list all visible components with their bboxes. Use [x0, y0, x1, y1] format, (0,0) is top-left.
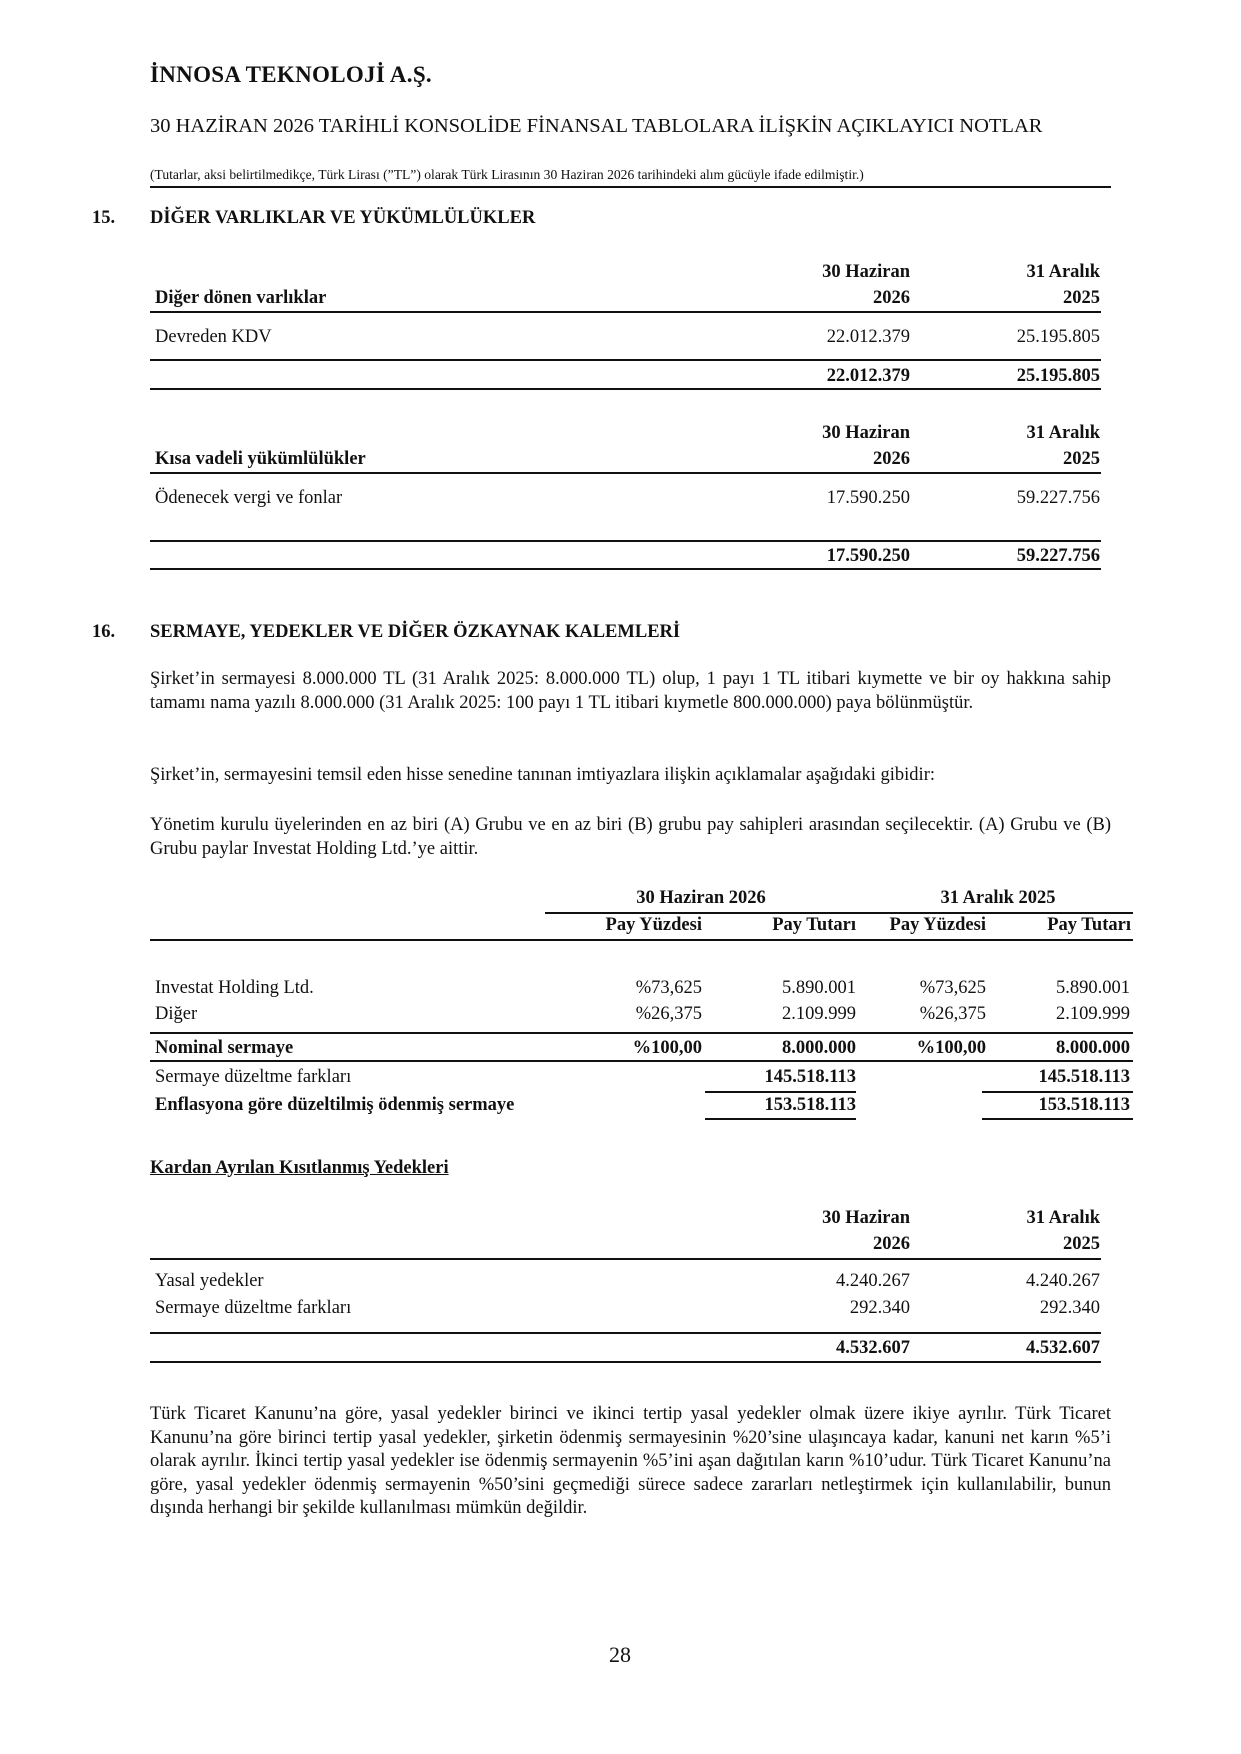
share-amount-2026: 145.518.113 — [764, 1067, 856, 1087]
row-value-2025: 59.227.756 — [1016, 488, 1100, 508]
period-header-2026: 30 Haziran 2026 — [636, 888, 766, 908]
header-divider — [150, 186, 1111, 188]
total-2025: 25.195.805 — [1016, 366, 1100, 386]
divider — [150, 1361, 1101, 1363]
col-header-2025: 31 Aralık — [1026, 262, 1100, 282]
share-amount-2025: 153.518.113 — [1038, 1095, 1130, 1115]
divider — [982, 1091, 1133, 1093]
share-pct-2026: %100,00 — [632, 1038, 702, 1058]
share-amount-2026: 8.000.000 — [782, 1038, 856, 1058]
share-amount-2026: 2.109.999 — [782, 1004, 856, 1024]
divider — [150, 540, 1101, 542]
share-pct-2026: %73,625 — [635, 978, 702, 998]
total-2026: 4.532.607 — [836, 1338, 910, 1358]
total-2026: 17.590.250 — [826, 546, 910, 566]
row-value-2025: 292.340 — [1039, 1298, 1100, 1318]
col-header-2026-year: 2026 — [873, 288, 910, 308]
share-pct-2026: %26,375 — [635, 1004, 702, 1024]
page-number: 28 — [609, 1642, 631, 1667]
section-16-title: SERMAYE, YEDEKLER VE DİĞER ÖZKAYNAK KALEMLERİ — [150, 622, 681, 642]
share-amount-2025: 8.000.000 — [1056, 1038, 1130, 1058]
total-2025: 4.532.607 — [1026, 1338, 1100, 1358]
row-label: Sermaye düzeltme farkları — [155, 1298, 352, 1318]
total-2025: 59.227.756 — [1016, 546, 1100, 566]
row-label: Yasal yedekler — [155, 1271, 264, 1291]
row-value-2026: 4.240.267 — [836, 1271, 910, 1291]
share-pct-2025: %26,375 — [919, 1004, 986, 1024]
row-value-2026: 22.012.379 — [826, 327, 910, 347]
row-label: Investat Holding Ltd. — [155, 978, 314, 998]
col-header-share-pct: Pay Yüzdesi — [889, 915, 986, 935]
col-header-2026: 30 Haziran — [822, 262, 910, 282]
col-header-2025: 31 Aralık — [1026, 423, 1100, 443]
share-amount-2025: 2.109.999 — [1056, 1004, 1130, 1024]
row-label: Enflasyona göre düzeltilmiş ödenmiş sermaye — [155, 1095, 515, 1115]
col-header-2026-year: 2026 — [873, 1234, 910, 1254]
col-header-2025: 31 Aralık — [1026, 1208, 1100, 1228]
row-value-2026: 17.590.250 — [826, 488, 910, 508]
divider — [150, 939, 1133, 941]
row-label: Devreden KDV — [155, 327, 272, 347]
share-pct-2025: %73,625 — [919, 978, 986, 998]
company-name: İNNOSA TEKNOLOJİ A.Ş. — [150, 62, 432, 87]
col-header-2025-year: 2025 — [1063, 1234, 1100, 1254]
divider — [150, 311, 1101, 313]
divider — [150, 1060, 1133, 1062]
divider — [150, 1032, 1133, 1034]
paragraph: Türk Ticaret Kanunu’na göre, yasal yedekler birinci ve ikinci tertip yasal yedekler olmak üzere ikiye ayrılır. Türk Ticaret Kanunu’na göre birinci tertip yasal yedekler, şirketin ödenmiş sermayesinin %20’sine ulaşıncaya kadar, kanuni net karın %5’i olarak ayrılır. İkinci tertip yasal yedekler ise ödenmiş sermayenin %5’ini aşan dağıtılan karın %10’udur. Türk Ticaret Kanunu’na göre, yasal yedekler ödenmiş sermayenin %50’sini geçmediği sürece sadece zararları netleştirmek için kullanılabilir, bunun dışında herhangi bir şekilde kullanılması mümkün değildir. — [150, 1404, 1111, 1518]
section-15-title: DİĞER VARLIKLAR VE YÜKÜMLÜLÜKLER — [150, 208, 536, 228]
col-header-share-amount: Pay Tutarı — [772, 915, 856, 935]
row-label: Nominal sermaye — [155, 1038, 294, 1058]
divider — [150, 568, 1101, 570]
row-value-2025: 4.240.267 — [1026, 1271, 1100, 1291]
col-header-2025-year: 2025 — [1063, 288, 1100, 308]
section-16-number: 16. — [92, 622, 116, 642]
divider — [982, 1118, 1133, 1120]
share-pct-2025: %100,00 — [916, 1038, 986, 1058]
col-header-share-amount: Pay Tutarı — [1047, 915, 1131, 935]
row-value-2025: 25.195.805 — [1016, 327, 1100, 347]
total-2026: 22.012.379 — [826, 366, 910, 386]
table-label: Kısa vadeli yükümlülükler — [155, 449, 366, 469]
row-label: Ödenecek vergi ve fonlar — [155, 488, 343, 508]
divider — [150, 388, 1101, 390]
divider — [705, 1091, 856, 1093]
share-amount-2026: 5.890.001 — [782, 978, 856, 998]
share-amount-2026: 153.518.113 — [764, 1095, 856, 1115]
col-header-2026-year: 2026 — [873, 449, 910, 469]
paragraph: Şirket’in, sermayesini temsil eden hisse senedine tanınan imtiyazlara ilişkin açıklamalar aşağıdaki gibidir: — [150, 765, 935, 785]
divider — [705, 1118, 856, 1120]
col-header-2025-year: 2025 — [1063, 449, 1100, 469]
document-subtitle: 30 HAZİRAN 2026 TARİHLİ KONSOLİDE FİNANSAL TABLOLARA İLİŞKİN AÇIKLAYICI NOTLAR — [150, 115, 1043, 137]
col-header-2026: 30 Haziran — [822, 423, 910, 443]
table-label: Diğer dönen varlıklar — [155, 288, 327, 308]
row-value-2026: 292.340 — [849, 1298, 910, 1318]
divider — [150, 472, 1101, 474]
row-label: Sermaye düzeltme farkları — [155, 1067, 352, 1087]
section-15-number: 15. — [92, 208, 116, 228]
share-amount-2025: 5.890.001 — [1056, 978, 1130, 998]
divider — [150, 359, 1101, 361]
col-header-share-pct: Pay Yüzdesi — [605, 915, 702, 935]
reserves-title: Kardan Ayrılan Kısıtlanmış Yedekleri — [150, 1158, 449, 1178]
divider — [150, 1258, 1101, 1260]
paragraph: Yönetim kurulu üyelerinden en az biri (A) Grubu ve en az biri (B) grubu pay sahipleri arasından seçilecektir. (A) Grubu ve (B) Grubu paylar Investat Holding Ltd.’ye aittir. — [150, 815, 1111, 859]
divider — [150, 1332, 1101, 1334]
currency-note: (Tutarlar, aksi belirtilmedikçe, Türk Lirası (”TL”) olarak Türk Lirasının 30 Haziran 2026 tarihindeki alım gücüyle ifade edilmiştir.) — [150, 167, 864, 182]
paragraph: Şirket’in sermayesi 8.000.000 TL (31 Aralık 2025: 8.000.000 TL) olup, 1 payı 1 TL itibari kıymette ve bir oy hakkına sahip tamamı nama yazılı 8.000.000 (31 Aralık 2025: 100 payı 1 TL itibari kıymetle 800.000.000) paya bölünmüştür. — [150, 669, 1111, 713]
share-amount-2025: 145.518.113 — [1038, 1067, 1130, 1087]
row-label: Diğer — [155, 1004, 198, 1024]
period-header-2025: 31 Aralık 2025 — [940, 888, 1056, 908]
col-header-2026: 30 Haziran — [822, 1208, 910, 1228]
